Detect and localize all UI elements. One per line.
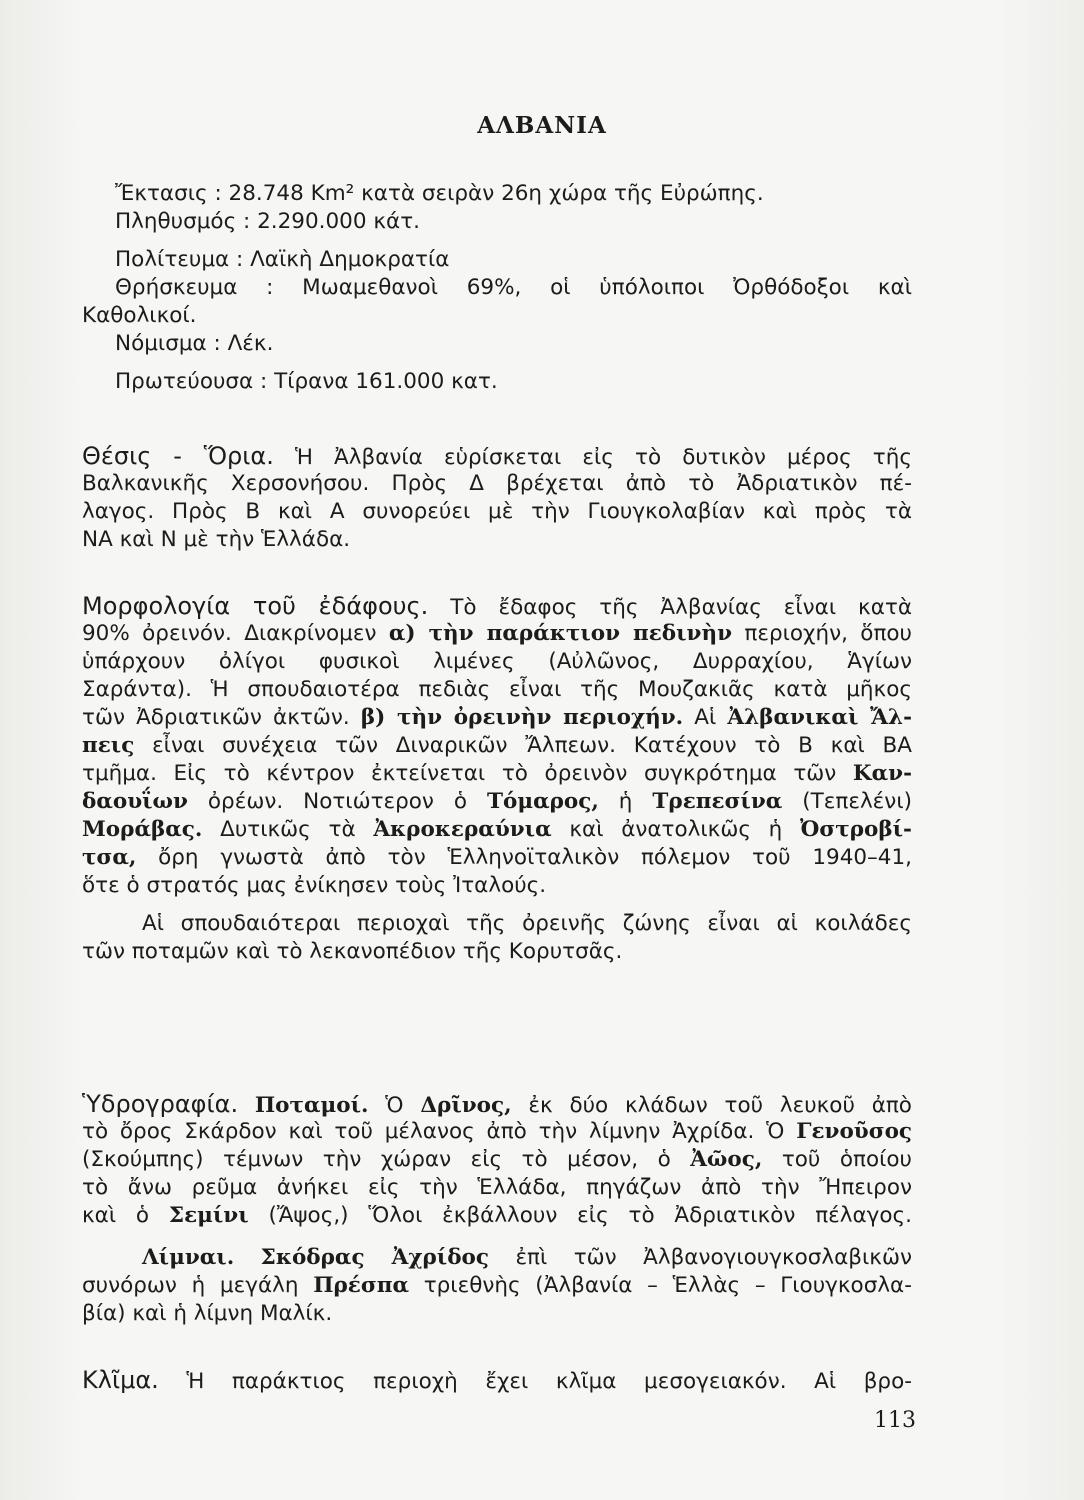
currency-line: Νόμισμα : Λέκ. (115, 331, 274, 356)
hydro-line-5: καὶ ὁ Σεμίνι (Ἄψος,) Ὅλοι ἐκβάλλουν εἰς τὸ Ἀδριατικὸν πέλαγος. (82, 1203, 913, 1228)
position-heading: Θέσις - Ὅρια. (82, 442, 274, 470)
climate-section (82, 1366, 912, 1394)
rivers-label: Ποταμοί. (254, 1093, 369, 1118)
hydrography-section (82, 1090, 912, 1328)
morph-line-9: Μοράβας. Δυτικῶς τὰ Ἀκροκεραύνια καὶ ἀνατολικῶς ἡ Ὀστροβί- (82, 817, 912, 842)
hydrography-heading: Ὑδρογραφία. (82, 1090, 239, 1118)
lakes-line-1: Λίμναι. Σκόδρας Ἀχρίδος ἐπὶ τῶν Ἀλβανογιουγκοσλαβικῶν (142, 1245, 912, 1270)
area-line: Ἔκτασις : 28.748 Km² κατὰ σειρὰν 26η χώρα τῆς Εὐρώπης. (115, 181, 764, 206)
hydro-line-2: τὸ ὄρος Σκάρδον καὶ τοῦ μέλανος ἀπὸ τὴν λίμνην Ἀχρίδα. Ὁ Γενοῦσος (82, 1119, 912, 1144)
morph-para2-line-2: τῶν ποταμῶν καὶ τὸ λεκανοπέδιον τῆς Κορυτσᾶς. (82, 939, 623, 964)
religion-line: Θρήσκευμα : Μωαμεθανοὶ 69%, οἱ ὑπόλοιποι Ὀρθόδοξοι καὶ (115, 275, 912, 300)
hydro-line-4: τὸ ἄνω ρεῦμα ἀνήκει εἰς τὴν Ἑλλάδα, πηγάζων ἀπὸ τὴν Ἤπειρον (82, 1175, 912, 1200)
climate-line-1: Κλῖμα. Ἡ παράκτιος περιοχὴ ἔχει κλῖμα μεσογειακόν. Αἱ βρο- (82, 1366, 912, 1394)
morph-line-6: πεις εἶναι συνέχεια τῶν Διναρικῶν Ἄλπεων. Κατέχουν τὸ Β καὶ ΒΑ (82, 733, 912, 758)
hydro-line-3: (Σκούμπης) τέμνων τὴν χώραν εἰς τὸ μέσον, ὁ Ἀῶος, τοῦ ὁποίου (82, 1147, 912, 1172)
position-section (82, 442, 912, 554)
lakes-label: Λίμναι. (142, 1245, 235, 1270)
page-number: 113 (874, 1408, 916, 1433)
morph-line-3: ὑπάρχουν ὀλίγοι φυσικοὶ λιμένες (Αὐλῶνος, Δυρραχίου, Ἁγίων (82, 649, 912, 674)
population-line: Πληθυσμός : 2.290.000 κάτ. (115, 209, 420, 234)
position-line-1: Θέσις - Ὅρια. Ἡ Ἀλβανία εὑρίσκεται εἰς τὸ δυτικὸν μέρος τῆς (82, 442, 912, 470)
morph-line-4: Σαράντα). Ἡ σπουδαιοτέρα πεδιὰς εἶναι τῆς Μουζακιᾶς κατὰ μῆκος (82, 677, 912, 702)
morph-line-10: τσα, ὄρη γνωστὰ ἀπὸ τὸν Ἑλληνοϊταλικὸν πόλεμον τοῦ 1940–41, (82, 845, 912, 870)
morphology-section (82, 592, 912, 966)
morph-line-7: τμῆμα. Εἰς τὸ κέντρον ἐκτείνεται τὸ ὀρεινὸν συγκρότημα τῶν Καν- (82, 761, 912, 786)
position-line-2: Βαλκανικῆς Χερσονήσου. Πρὸς Δ βρέχεται ἀπὸ τὸ Ἀδριατικὸν πέ- (82, 471, 912, 496)
position-line-3: λαγος. Πρὸς Β καὶ Α συνορεύει μὲ τὴν Γιουγκολαβίαν καὶ πρὸς τὰ (82, 499, 912, 524)
morph-line-8: δαουΐων ὀρέων. Νοτιώτερον ὁ Τόμαρος, ἡ Τρεπεσίνα (Τεπελένι) (82, 789, 912, 814)
climate-heading: Κλῖμα. (82, 1366, 159, 1394)
country-facts (82, 180, 912, 396)
morph-para2-line-1: Αἱ σπουδαιότεραι περιοχαὶ τῆς ὀρεινῆς ζώνης εἶναι αἱ κοιλάδες (142, 911, 912, 936)
morph-line-1: Μορφολογία τοῦ ἐδάφους. Τὸ ἔδαφος τῆς Ἀλβανίας εἶναι κατὰ (82, 592, 913, 620)
morph-line-5: τῶν Ἀδριατικῶν ἀκτῶν. β) τὴν ὀρεινὴν περιοχήν. Αἱ Ἀλβανικαὶ Ἄλ- (82, 705, 913, 730)
capital-line: Πρωτεύουσα : Τίρανα 161.000 κατ. (115, 369, 498, 394)
lakes-line-2: συνόρων ἡ μεγάλη Πρέσπα τριεθνὴς (Ἀλβανία – Ἑλλὰς – Γιουγκοσλα- (82, 1273, 912, 1298)
page-title: ΑΛΒΑΝΙΑ (477, 112, 607, 139)
religion-line-cont: Καθολικοί. (82, 303, 197, 328)
morphology-heading: Μορφολογία τοῦ ἐδάφους. (82, 592, 429, 620)
position-line-4: ΝΑ καὶ Ν μὲ τὴν Ἑλλάδα. (82, 527, 351, 552)
hydro-line-1: Ὑδρογραφία. Ποταμοί. Ὁ Δρῖνος, ἐκ δύο κλάδων τοῦ λευκοῦ ἀπὸ (82, 1090, 912, 1118)
lakes-line-3: βία) καὶ ἡ λίμνη Μαλίκ. (82, 1301, 333, 1326)
government-line: Πολίτευμα : Λαϊκὴ Δημοκρατία (115, 247, 450, 272)
morph-line-11: ὅτε ὁ στρατός μας ἐνίκησεν τοὺς Ἰταλούς. (82, 873, 547, 898)
morph-line-2: 90% ὀρεινόν. Διακρίνομεν α) τὴν παράκτιον πεδινὴν περιοχήν, ὅπου (82, 621, 912, 646)
